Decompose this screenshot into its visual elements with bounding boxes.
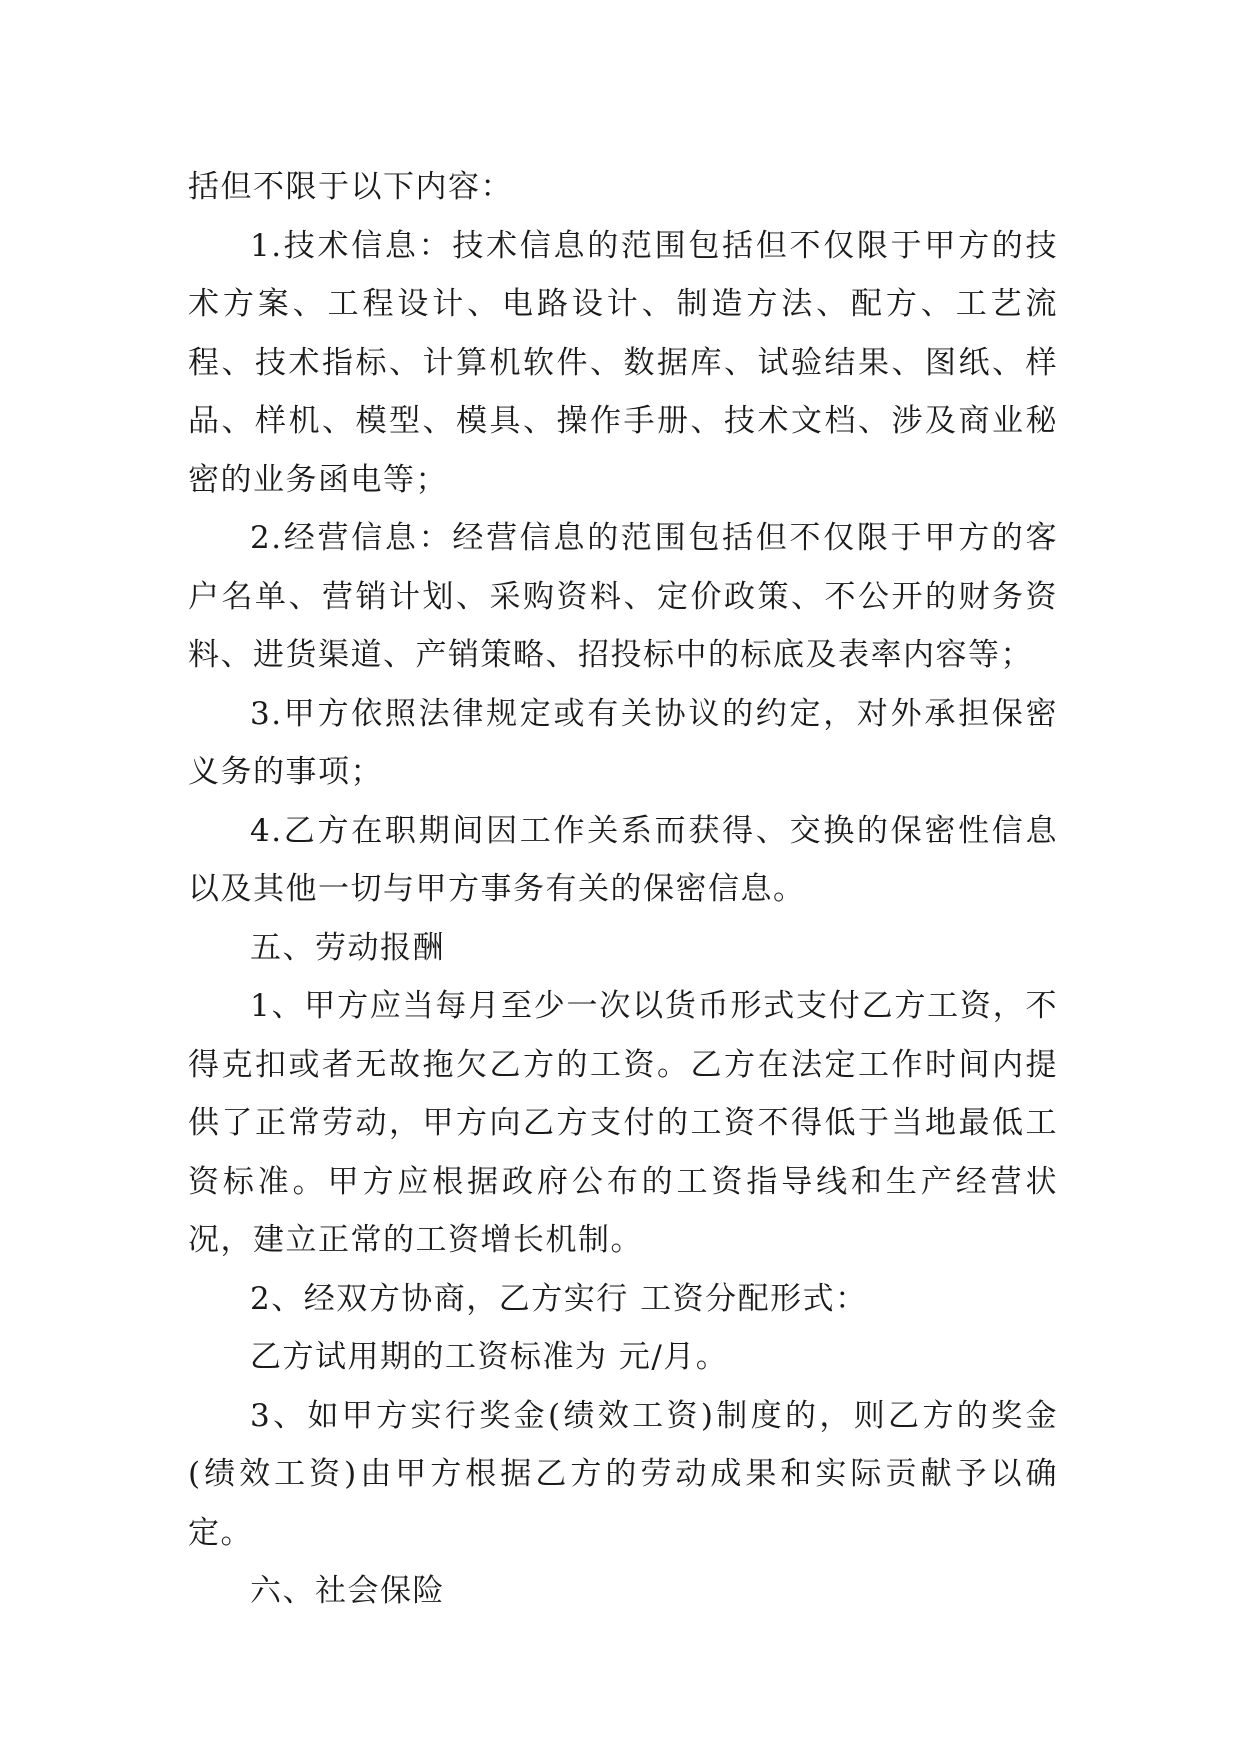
paragraph-wage-payment: 1、甲方应当每月至少一次以货币形式支付乙方工资，不得克扣或者无故拖欠乙方的工资。乙方在法定工作时间内提供了正常劳动，甲方向乙方支付的工资不得低于当地最低工资标准。甲方应根据政府公布的工资指导线和生产经营状况，建立正常的工资增长机制。 xyxy=(188,988,1058,1258)
section-heading-compensation: 五、劳动报酬 xyxy=(250,929,445,966)
section-heading-social-insurance: 六、社会保险 xyxy=(250,1573,445,1609)
paragraph-employee-info: 4.乙方在职期间因工作关系而获得、交换的保密性信息以及其他一切与甲方事务有关的保密信息。 xyxy=(188,812,1058,907)
paragraph-probation-wage: 乙方试用期的工资标准为 元/月。 xyxy=(250,1339,729,1375)
paragraph-continuation: 括但不限于以下内容： xyxy=(188,169,513,205)
paragraph-bonus: 3、如甲方实行奖金(绩效工资)制度的，则乙方的奖金(绩效工资)由甲方根据乙方的劳动成果和实际贡献予以确定。 xyxy=(188,1397,1058,1551)
paragraph-business-info: 2.经营信息：经营信息的范围包括但不仅限于甲方的客户名单、营销计划、采购资料、定价政策、不公开的财务资料、进货渠道、产销策略、招投标中的标底及表率内容等； xyxy=(188,520,1058,673)
paragraph-wage-form: 2、经双方协商，乙方实行 工资分配形式： xyxy=(250,1280,868,1317)
paragraph-legal-obligation: 3.甲方依照法律规定或有关协议的约定，对外承担保密义务的事项； xyxy=(188,695,1058,790)
paragraph-technical-info: 1.技术信息：技术信息的范围包括但不仅限于甲方的技术方案、工程设计、电路设计、制造方法、配方、工艺流程、技术指标、计算机软件、数据库、试验结果、图纸、样品、样机、模型、模具、操作手册、技术文档、涉及商业秘密的业务函电等； xyxy=(188,227,1058,498)
document-body xyxy=(188,158,1058,1621)
